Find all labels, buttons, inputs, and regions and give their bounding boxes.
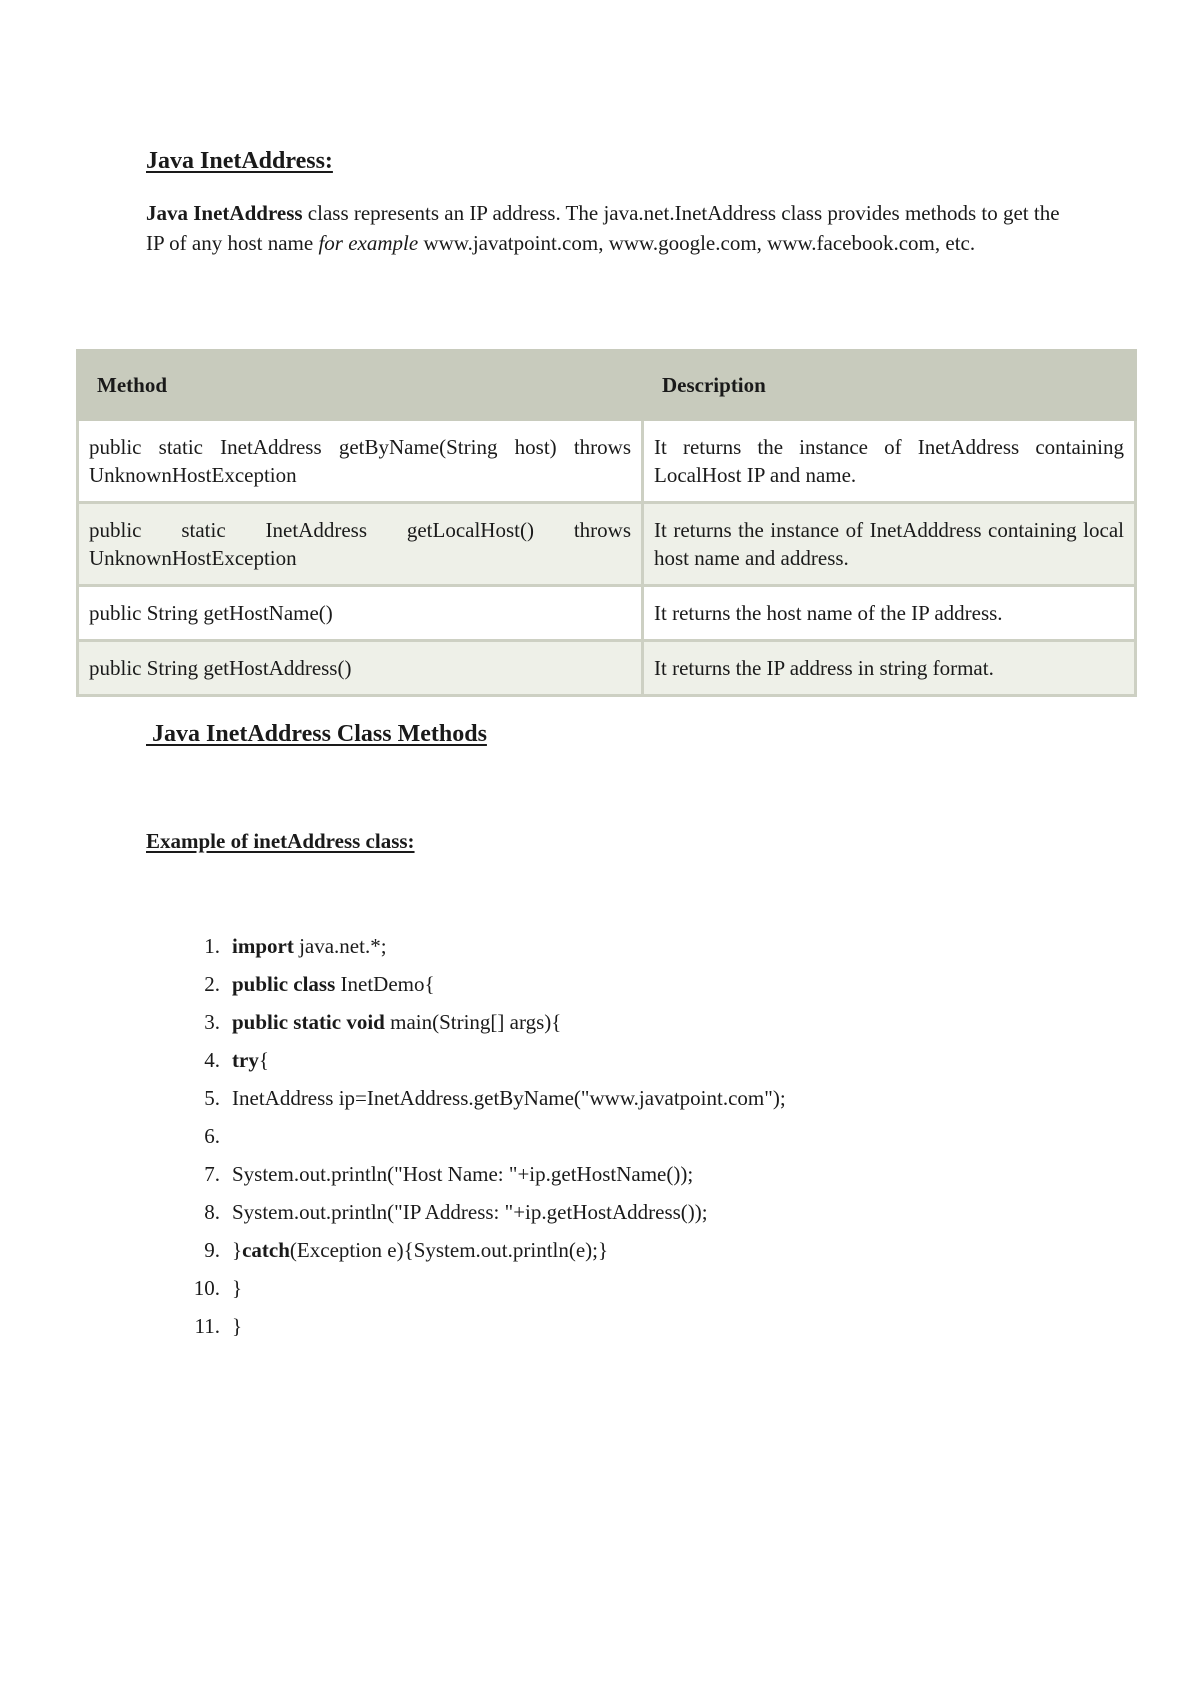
table-row xyxy=(78,503,1136,586)
line-number: 3. xyxy=(204,1010,220,1034)
page-title: Java InetAddress: xyxy=(146,148,333,174)
code-text: { xyxy=(258,1048,269,1072)
description-cell: It returns the instance of InetAddress containing LocalHost IP and name. xyxy=(643,420,1136,503)
code-text: main(String[] args){ xyxy=(384,1010,562,1034)
code-keyword: public static void xyxy=(232,1010,385,1034)
code-line xyxy=(174,1269,786,1307)
code-line xyxy=(174,1041,786,1079)
column-header-method: Method xyxy=(78,351,643,420)
method-cell: public String getHostAddress() xyxy=(78,641,643,696)
method-cell: public String getHostName() xyxy=(78,586,643,641)
line-number: 10. xyxy=(193,1276,220,1300)
code-prefix: } xyxy=(232,1238,243,1262)
intro-bold-lead: Java InetAddress xyxy=(146,201,303,225)
code-keyword: catch xyxy=(242,1238,290,1262)
code-line xyxy=(174,927,786,965)
code-line xyxy=(174,1193,786,1231)
code-text: InetAddress ip=InetAddress.getByName("www.javatpoint.com"); xyxy=(232,1086,786,1110)
line-number: 6. xyxy=(204,1124,220,1148)
section-heading: Java InetAddress Class Methods xyxy=(146,721,487,747)
code-text: System.out.println("IP Address: "+ip.getHostAddress()); xyxy=(232,1200,708,1224)
intro-text-1: class represents an IP address. The java.net.InetAddress class provides methods to get the IP of any host name xyxy=(146,201,1060,255)
intro-italic: for example xyxy=(318,231,419,255)
code-keyword: public class xyxy=(232,972,336,996)
line-number: 9. xyxy=(204,1238,220,1262)
code-text: InetDemo{ xyxy=(335,972,435,996)
code-line xyxy=(174,1117,786,1155)
method-cell: public static InetAddress getLocalHost() throws UnknownHostException xyxy=(78,503,643,586)
table-header-row xyxy=(78,351,1136,420)
code-keyword: try xyxy=(232,1048,259,1072)
methods-table xyxy=(76,349,1137,697)
line-number: 8. xyxy=(204,1200,220,1224)
intro-paragraph xyxy=(146,198,1066,258)
code-line xyxy=(174,1003,786,1041)
table-row xyxy=(78,420,1136,503)
description-cell: It returns the IP address in string format. xyxy=(643,641,1136,696)
line-number: 1. xyxy=(204,934,220,958)
code-line xyxy=(174,1307,786,1345)
line-number: 5. xyxy=(204,1086,220,1110)
intro-text-2: www.javatpoint.com, www.google.com, www.facebook.com, etc. xyxy=(418,231,976,255)
code-text: java.net.*; xyxy=(293,934,387,958)
table-row xyxy=(78,586,1136,641)
code-line xyxy=(174,1079,786,1117)
example-heading: Example of inetAddress class: xyxy=(146,829,415,853)
code-text: (Exception e){System.out.println(e);} xyxy=(289,1238,609,1262)
column-header-description: Description xyxy=(643,351,1136,420)
code-text: } xyxy=(232,1276,243,1300)
description-cell: It returns the instance of InetAdddress containing local host name and address. xyxy=(643,503,1136,586)
line-number: 11. xyxy=(194,1314,220,1338)
description-cell: It returns the host name of the IP address. xyxy=(643,586,1136,641)
code-text: System.out.println("Host Name: "+ip.getHostName()); xyxy=(232,1162,694,1186)
code-text: } xyxy=(232,1314,243,1338)
code-line xyxy=(174,1155,786,1193)
line-number: 4. xyxy=(204,1048,220,1072)
method-cell: public static InetAddress getByName(String host) throws UnknownHostException xyxy=(78,420,643,503)
code-listing xyxy=(174,927,786,1345)
line-number: 2. xyxy=(204,972,220,996)
line-number: 7. xyxy=(204,1162,220,1186)
code-line xyxy=(174,1231,786,1269)
table-row xyxy=(78,641,1136,696)
code-line xyxy=(174,965,786,1003)
code-keyword: import xyxy=(232,934,294,958)
